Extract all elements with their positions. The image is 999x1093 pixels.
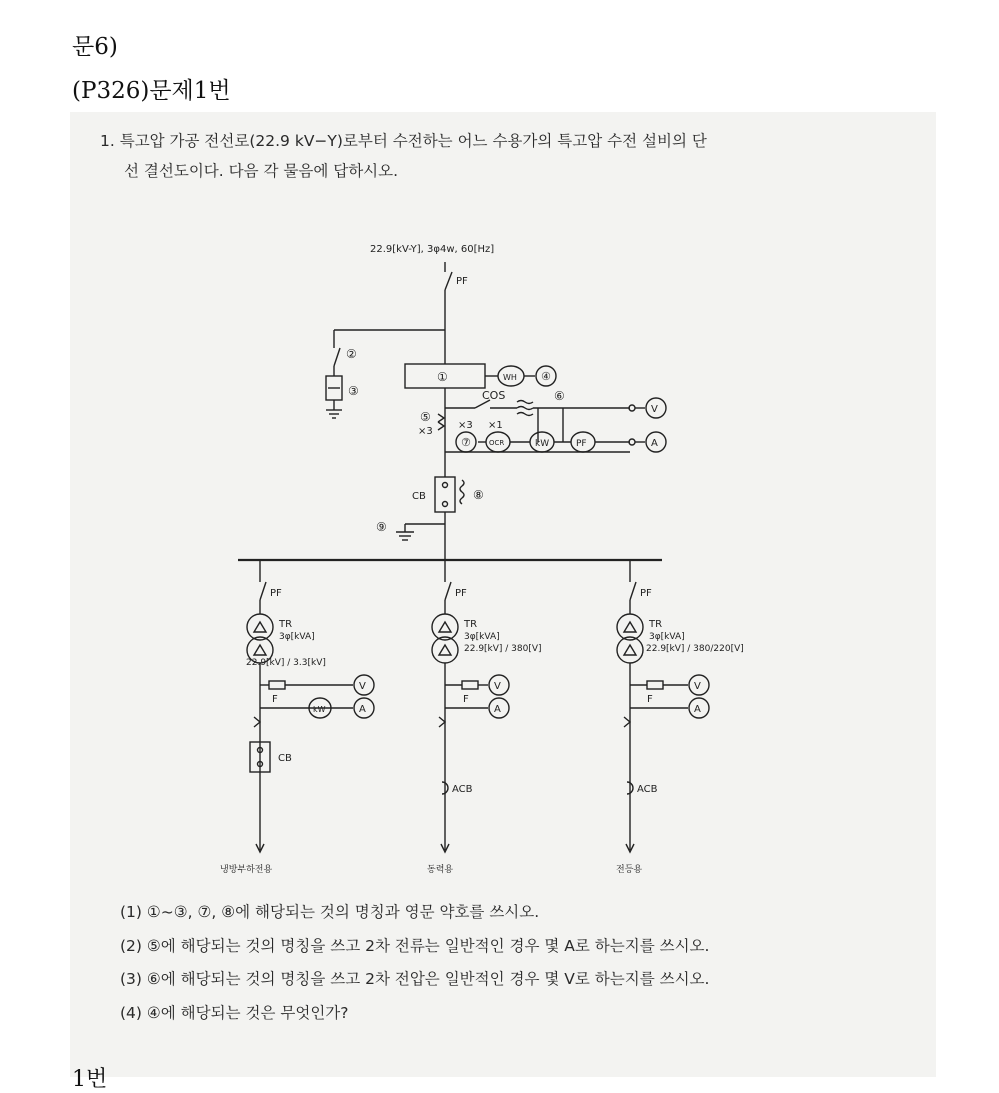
scanned-problem	[70, 112, 936, 1077]
f1-ratio-label: 22.9[kV] / 3.3[kV]	[246, 658, 326, 668]
f1-kva-label: 3φ[kVA]	[279, 632, 315, 642]
f3-ratio-label: 22.9[kV] / 380/220[V]	[646, 644, 744, 654]
f2-load-label: 동력용	[427, 865, 454, 875]
v-label: V	[651, 404, 658, 415]
f1-a-label: A	[359, 704, 366, 715]
f1-cb-label: CB	[278, 753, 292, 764]
f1-tr-label: TR	[279, 619, 293, 630]
f2-tr-label: TR	[464, 619, 478, 630]
f3-pf-label: PF	[640, 588, 652, 599]
label-6: ⑥	[554, 389, 565, 403]
wh-label: WH	[503, 373, 517, 382]
f2-acb-label: ACB	[452, 784, 473, 795]
footer-label: 1번	[72, 1067, 108, 1092]
ocr-label: OCR	[489, 439, 505, 447]
question-3: (3) ⑥에 해당되는 것의 명칭을 쓰고 2차 전압은 일반적인 경우 몇 V로 하는지를 쓰시오.	[120, 970, 710, 988]
f3-acb-label: ACB	[637, 784, 658, 795]
question-1: (1) ①~③, ⑦, ⑧에 해당되는 것의 명칭과 영문 약호를 쓰시오.	[120, 903, 540, 921]
kw-label: kW	[535, 439, 550, 449]
page-subtitle: (P326)문제1번	[72, 78, 231, 104]
f2-v-label: V	[494, 681, 501, 692]
label-7: ⑦	[461, 436, 471, 449]
f3-tr-label: TR	[649, 619, 663, 630]
f2-pf-label: PF	[455, 588, 467, 599]
label-5: ⑤	[420, 410, 431, 424]
f2-f-label: F	[463, 694, 469, 705]
intro-line-2: 선 결선도이다. 다음 각 물음에 답하시오.	[124, 162, 399, 180]
f3-a-label: A	[694, 704, 701, 715]
page-title: 문6)	[72, 34, 118, 60]
f1-load-label: 냉방부하전용	[220, 865, 273, 875]
supply-label: 22.9[kV-Y], 3φ4w, 60[Hz]	[370, 244, 495, 255]
x3-left-label: ×3	[418, 426, 433, 437]
label-8: ⑧	[473, 488, 484, 502]
f3-load-label: 전등용	[616, 865, 643, 875]
x3-label: ×3	[458, 420, 473, 431]
question-2: (2) ⑤에 해당되는 것의 명칭을 쓰고 2차 전류는 일반적인 경우 몇 A로 하는지를 쓰시오.	[120, 937, 710, 955]
f3-kva-label: 3φ[kVA]	[649, 632, 685, 642]
f1-kw-label: kW	[313, 705, 326, 714]
pf-label: PF	[456, 276, 468, 287]
a-label: A	[651, 438, 658, 449]
question-4: (4) ④에 해당되는 것은 무엇인가?	[120, 1004, 349, 1022]
pf-meter-label: PF	[576, 439, 587, 449]
label-4: ④	[541, 370, 551, 383]
cb-main-label: CB	[412, 491, 426, 502]
f3-f-label: F	[647, 694, 653, 705]
f1-f-label: F	[272, 694, 278, 705]
f3-v-label: V	[694, 681, 701, 692]
f2-kva-label: 3φ[kVA]	[464, 632, 500, 642]
single-line-diagram	[70, 112, 936, 892]
label-9: ⑨	[376, 520, 387, 534]
f1-pf-label: PF	[270, 588, 282, 599]
cos-label: COS	[482, 389, 506, 402]
x1-label: ×1	[488, 420, 503, 431]
label-2: ②	[346, 347, 357, 361]
f2-ratio-label: 22.9[kV] / 380[V]	[464, 644, 542, 654]
f1-v-label: V	[359, 681, 366, 692]
f2-a-label: A	[494, 704, 501, 715]
label-1: ①	[437, 370, 448, 384]
intro-line-1: 1. 특고압 가공 전선로(22.9 kV−Y)로부터 수전하는 어느 수용가의 특고압 수전 설비의 단	[100, 132, 707, 150]
label-3: ③	[348, 384, 359, 398]
